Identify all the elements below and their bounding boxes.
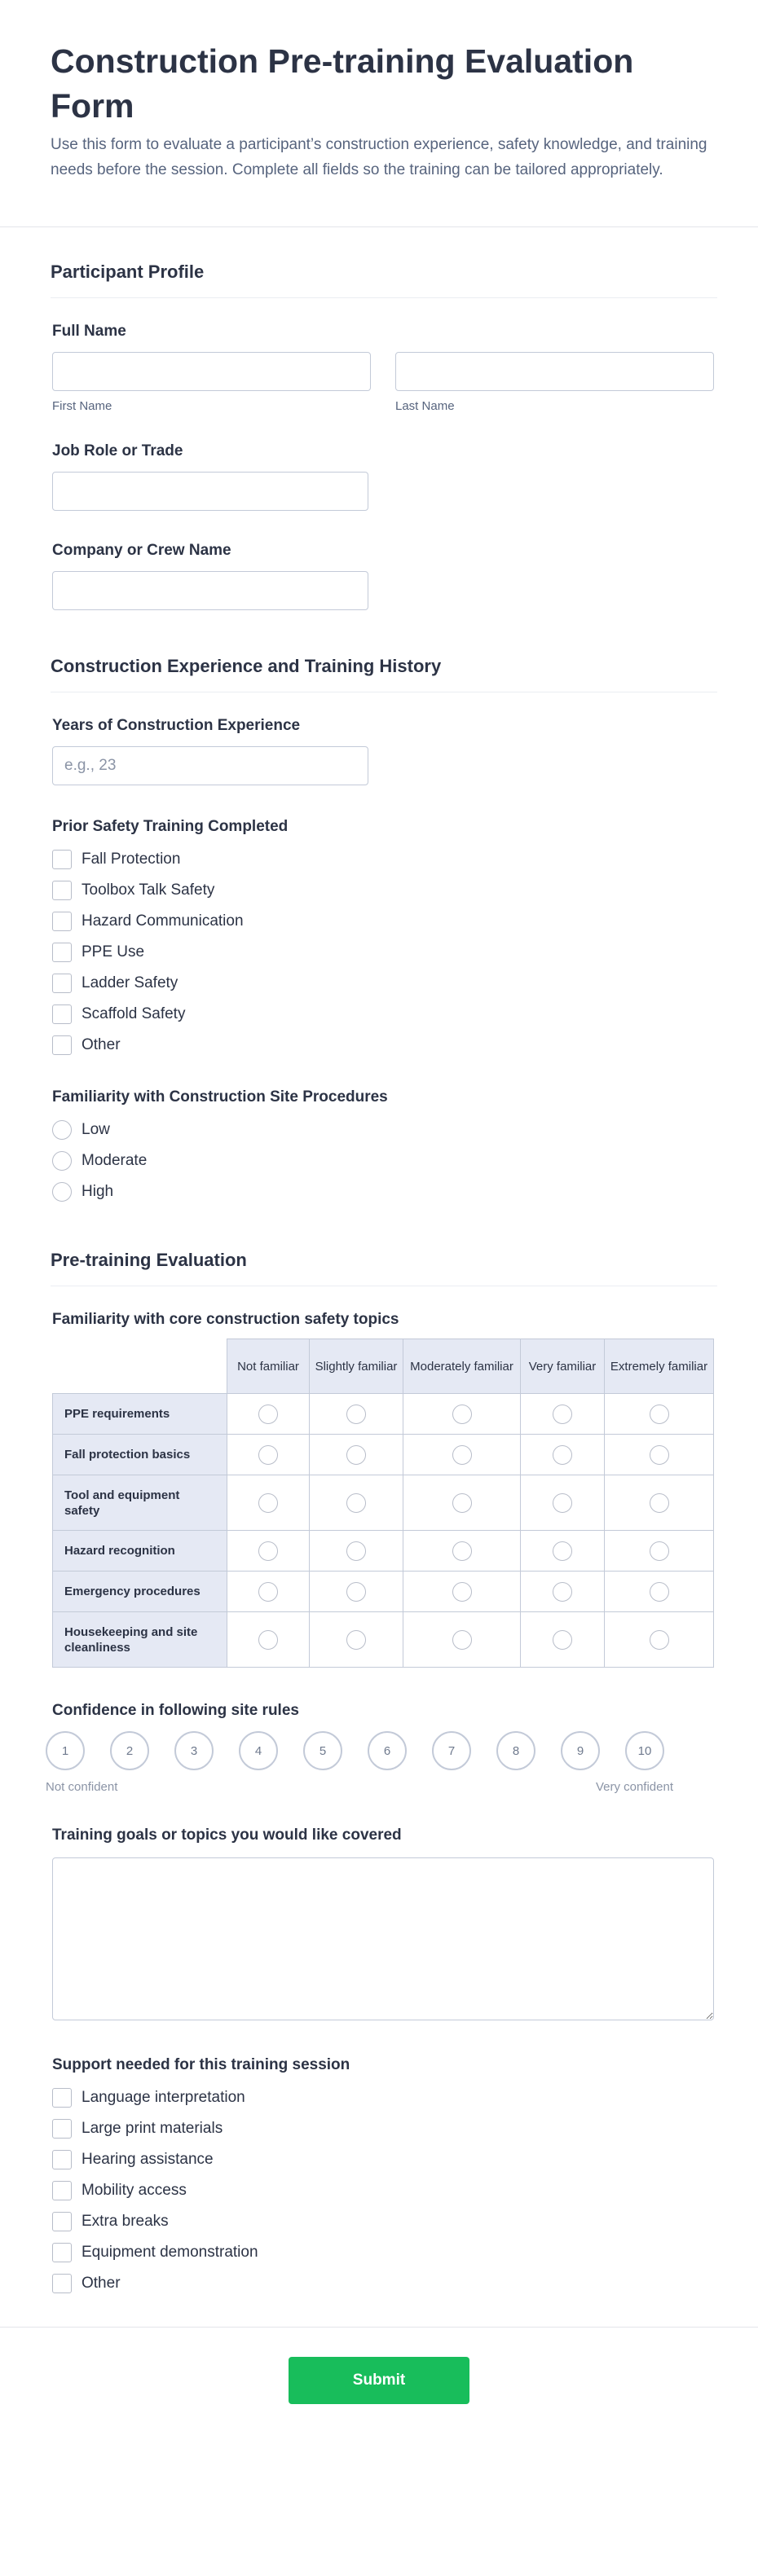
matrix-cell[interactable] [403, 1435, 521, 1475]
option-label: High [82, 1183, 114, 1200]
section-heading: Construction Experience and Training History [51, 610, 717, 692]
scale-max-label: Very confident [595, 1780, 673, 1794]
radio-option[interactable] [52, 1176, 717, 1207]
matrix-radio[interactable] [452, 1541, 472, 1561]
last-name-sublabel: Last Name [395, 399, 455, 413]
field-label: Training goals or topics you would like covered [52, 1826, 402, 1844]
checkbox-option[interactable] [52, 2268, 717, 2299]
matrix-column-header: Extremely familiar [605, 1339, 714, 1394]
matrix-row [53, 1612, 714, 1668]
matrix-cell[interactable] [521, 1435, 605, 1475]
scale-legend [46, 1780, 673, 1794]
last-name-input[interactable] [395, 352, 714, 391]
matrix-radio[interactable] [553, 1630, 572, 1650]
option-label: Hearing assistance [82, 2151, 214, 2168]
matrix-radio[interactable] [553, 1493, 572, 1513]
matrix-row [53, 1394, 714, 1435]
field-label: Support needed for this training session [52, 2056, 350, 2073]
option-label: Large print materials [82, 2120, 223, 2137]
company-field [51, 542, 717, 610]
checkbox-option[interactable] [52, 875, 717, 906]
checkbox-option[interactable] [52, 999, 717, 1030]
matrix-radio[interactable] [650, 1493, 669, 1513]
company-input[interactable] [52, 571, 368, 610]
option-label: Other [82, 1036, 121, 1053]
matrix-radio[interactable] [346, 1582, 366, 1602]
scale-min-label: Not confident [46, 1780, 118, 1794]
checkbox-option[interactable] [52, 2237, 717, 2268]
matrix-cell[interactable] [605, 1435, 714, 1475]
job-role-input[interactable] [52, 472, 368, 511]
matrix-row-header: Emergency procedures [53, 1572, 227, 1612]
checkbox-option[interactable] [52, 1030, 717, 1061]
scale-option[interactable]: 8 [496, 1731, 535, 1770]
matrix-row [53, 1435, 714, 1475]
matrix-cell[interactable] [227, 1394, 310, 1435]
scale-option[interactable]: 1 [46, 1731, 85, 1770]
first-name-sublabel: First Name [52, 399, 112, 413]
matrix-radio[interactable] [650, 1582, 669, 1602]
scale-option[interactable]: 4 [239, 1731, 278, 1770]
submit-button[interactable]: Submit [289, 2357, 469, 2404]
familiarity-matrix [52, 1339, 714, 1668]
matrix-cell[interactable] [521, 1612, 605, 1668]
checkbox-option[interactable] [52, 2175, 717, 2206]
checkbox[interactable] [52, 1035, 72, 1055]
matrix-cell[interactable] [310, 1531, 403, 1572]
matrix-cell[interactable] [605, 1572, 714, 1612]
checkbox-option[interactable] [52, 2082, 717, 2113]
matrix-cell[interactable] [227, 1475, 310, 1531]
matrix-row-header: Fall protection basics [53, 1435, 227, 1475]
matrix-radio[interactable] [258, 1445, 278, 1465]
job-role-field [51, 442, 717, 511]
last-name-col [395, 352, 714, 413]
matrix-radio[interactable] [650, 1630, 669, 1650]
section-pretraining-evaluation [0, 1207, 758, 2299]
matrix-cell[interactable] [403, 1475, 521, 1531]
form-header [0, 0, 758, 227]
option-label: Other [82, 2275, 121, 2292]
years-field [51, 717, 717, 785]
matrix-column-header: Moderately familiar [403, 1339, 521, 1394]
checkbox[interactable] [52, 943, 72, 962]
checkbox-option[interactable] [52, 937, 717, 968]
checkbox-option[interactable] [52, 844, 717, 875]
matrix-cell[interactable] [605, 1394, 714, 1435]
option-label: Ladder Safety [82, 974, 178, 991]
matrix-radio[interactable] [258, 1541, 278, 1561]
matrix-cell[interactable] [403, 1572, 521, 1612]
matrix-column-header: Very familiar [521, 1339, 605, 1394]
matrix-cell[interactable] [605, 1475, 714, 1531]
matrix-cell[interactable] [521, 1572, 605, 1612]
matrix-radio[interactable] [258, 1493, 278, 1513]
matrix-row-header: Tool and equipment safety [53, 1475, 227, 1531]
matrix-radio[interactable] [650, 1445, 669, 1465]
checkbox[interactable] [52, 2274, 72, 2293]
matrix-cell[interactable] [227, 1435, 310, 1475]
matrix-column-header: Slightly familiar [310, 1339, 403, 1394]
scale-option[interactable]: 9 [561, 1731, 600, 1770]
matrix-row [53, 1475, 714, 1531]
goals-field [51, 1826, 717, 2020]
checkbox[interactable] [52, 2150, 72, 2169]
matrix-radio[interactable] [258, 1404, 278, 1424]
radio[interactable] [52, 1151, 72, 1171]
section-heading: Pre-training Evaluation [51, 1207, 717, 1286]
support-field [51, 2056, 717, 2299]
checkbox[interactable] [52, 1004, 72, 1024]
confidence-field [46, 1702, 717, 1794]
scale-option[interactable]: 6 [368, 1731, 407, 1770]
familiarity-field [51, 1088, 717, 1207]
matrix-radio[interactable] [553, 1404, 572, 1424]
radio[interactable] [52, 1182, 72, 1202]
field-label: Prior Safety Training Completed [52, 818, 289, 835]
matrix-row [53, 1531, 714, 1572]
matrix-row-header: Hazard recognition [53, 1531, 227, 1572]
scale-option[interactable]: 10 [625, 1731, 664, 1770]
first-name-col [52, 352, 371, 413]
matrix-radio[interactable] [452, 1445, 472, 1465]
matrix-radio[interactable] [346, 1404, 366, 1424]
first-name-input[interactable] [52, 352, 371, 391]
field-label: Confidence in following site rules [52, 1702, 299, 1719]
option-label: Equipment demonstration [82, 2244, 258, 2261]
radio[interactable] [52, 1120, 72, 1140]
full-name-field [51, 323, 717, 413]
checkbox[interactable] [52, 2119, 72, 2139]
checkbox-list [52, 2082, 717, 2299]
option-label: Low [82, 1121, 110, 1138]
checkbox[interactable] [52, 881, 72, 900]
form-description: Use this form to evaluate a participant’s construction experience, safety knowledge, and training needs before the session. Complete all fields so the training can be tailored appropriately. [51, 136, 707, 178]
matrix-cell[interactable] [605, 1531, 714, 1572]
matrix-cell[interactable] [403, 1531, 521, 1572]
option-label: Hazard Communication [82, 912, 244, 930]
matrix-radio[interactable] [346, 1493, 366, 1513]
checkbox[interactable] [52, 850, 72, 869]
matrix-radio[interactable] [553, 1541, 572, 1561]
matrix-row-header: Housekeeping and site cleanliness [53, 1612, 227, 1668]
checkbox-option[interactable] [52, 2144, 717, 2175]
years-input[interactable] [52, 746, 368, 785]
section-experience [0, 610, 758, 1207]
field-label: Familiarity with Construction Site Procedures [52, 1088, 388, 1106]
matrix-corner [53, 1339, 227, 1394]
matrix-radio[interactable] [452, 1404, 472, 1424]
matrix-cell[interactable] [227, 1531, 310, 1572]
radio-option[interactable] [52, 1145, 717, 1176]
checkbox[interactable] [52, 2181, 72, 2200]
name-row [52, 352, 714, 413]
confidence-scale [46, 1731, 717, 1770]
matrix-column-header: Not familiar [227, 1339, 310, 1394]
checkbox-option[interactable] [52, 2113, 717, 2144]
form-title: Construction Pre-training Evaluation Form [51, 42, 634, 125]
section-heading: Participant Profile [51, 227, 717, 298]
field-label: Job Role or Trade [52, 442, 183, 459]
matrix-radio[interactable] [553, 1445, 572, 1465]
goals-textarea[interactable] [52, 1857, 714, 2020]
matrix-radio[interactable] [452, 1630, 472, 1650]
matrix-radio[interactable] [650, 1404, 669, 1424]
checkbox-list [52, 844, 717, 1061]
checkbox[interactable] [52, 2243, 72, 2262]
matrix-radio[interactable] [346, 1541, 366, 1561]
matrix-radio[interactable] [650, 1541, 669, 1561]
matrix-field [51, 1311, 717, 1668]
matrix-cell[interactable] [227, 1572, 310, 1612]
scale-option[interactable]: 7 [432, 1731, 471, 1770]
option-label: Mobility access [82, 2182, 187, 2199]
field-label: Years of Construction Experience [52, 717, 301, 734]
option-label: Fall Protection [82, 851, 181, 868]
scale-option[interactable]: 2 [110, 1731, 149, 1770]
matrix-radio[interactable] [258, 1582, 278, 1602]
option-label: Scaffold Safety [82, 1005, 186, 1022]
field-label: Full Name [52, 323, 126, 340]
matrix-cell[interactable] [403, 1612, 521, 1668]
matrix-radio[interactable] [258, 1630, 278, 1650]
radio-option[interactable] [52, 1114, 717, 1145]
matrix-cell[interactable] [310, 1572, 403, 1612]
matrix-radio[interactable] [452, 1582, 472, 1602]
matrix-cell[interactable] [310, 1612, 403, 1668]
form-footer [0, 2327, 758, 2442]
option-label: Moderate [82, 1152, 148, 1169]
section-participant-profile [0, 227, 758, 610]
matrix-row [53, 1572, 714, 1612]
option-label: Extra breaks [82, 2213, 169, 2230]
checkbox[interactable] [52, 2212, 72, 2231]
matrix-cell[interactable] [521, 1531, 605, 1572]
checkbox-option[interactable] [52, 2206, 717, 2237]
checkbox[interactable] [52, 974, 72, 993]
matrix-cell[interactable] [310, 1475, 403, 1531]
checkbox-option[interactable] [52, 968, 717, 999]
scale-option[interactable]: 3 [174, 1731, 214, 1770]
checkbox-option[interactable] [52, 906, 717, 937]
checkbox[interactable] [52, 912, 72, 931]
matrix-cell[interactable] [403, 1394, 521, 1435]
matrix-radio[interactable] [346, 1445, 366, 1465]
matrix-radio[interactable] [553, 1582, 572, 1602]
radio-list [52, 1114, 717, 1207]
matrix-cell[interactable] [310, 1435, 403, 1475]
field-label: Familiarity with core construction safety topics [52, 1311, 399, 1328]
matrix-radio[interactable] [452, 1493, 472, 1513]
option-label: Toolbox Talk Safety [82, 881, 215, 899]
matrix-cell[interactable] [605, 1612, 714, 1668]
matrix-cell[interactable] [521, 1475, 605, 1531]
scale-option[interactable]: 5 [303, 1731, 342, 1770]
matrix-cell[interactable] [227, 1612, 310, 1668]
option-label: Language interpretation [82, 2089, 245, 2106]
matrix-row-header: PPE requirements [53, 1394, 227, 1435]
checkbox[interactable] [52, 2088, 72, 2108]
matrix-cell[interactable] [310, 1394, 403, 1435]
field-label: Company or Crew Name [52, 542, 231, 559]
matrix-cell[interactable] [521, 1394, 605, 1435]
prior-training-field [51, 818, 717, 1061]
option-label: PPE Use [82, 943, 145, 961]
matrix-radio[interactable] [346, 1630, 366, 1650]
